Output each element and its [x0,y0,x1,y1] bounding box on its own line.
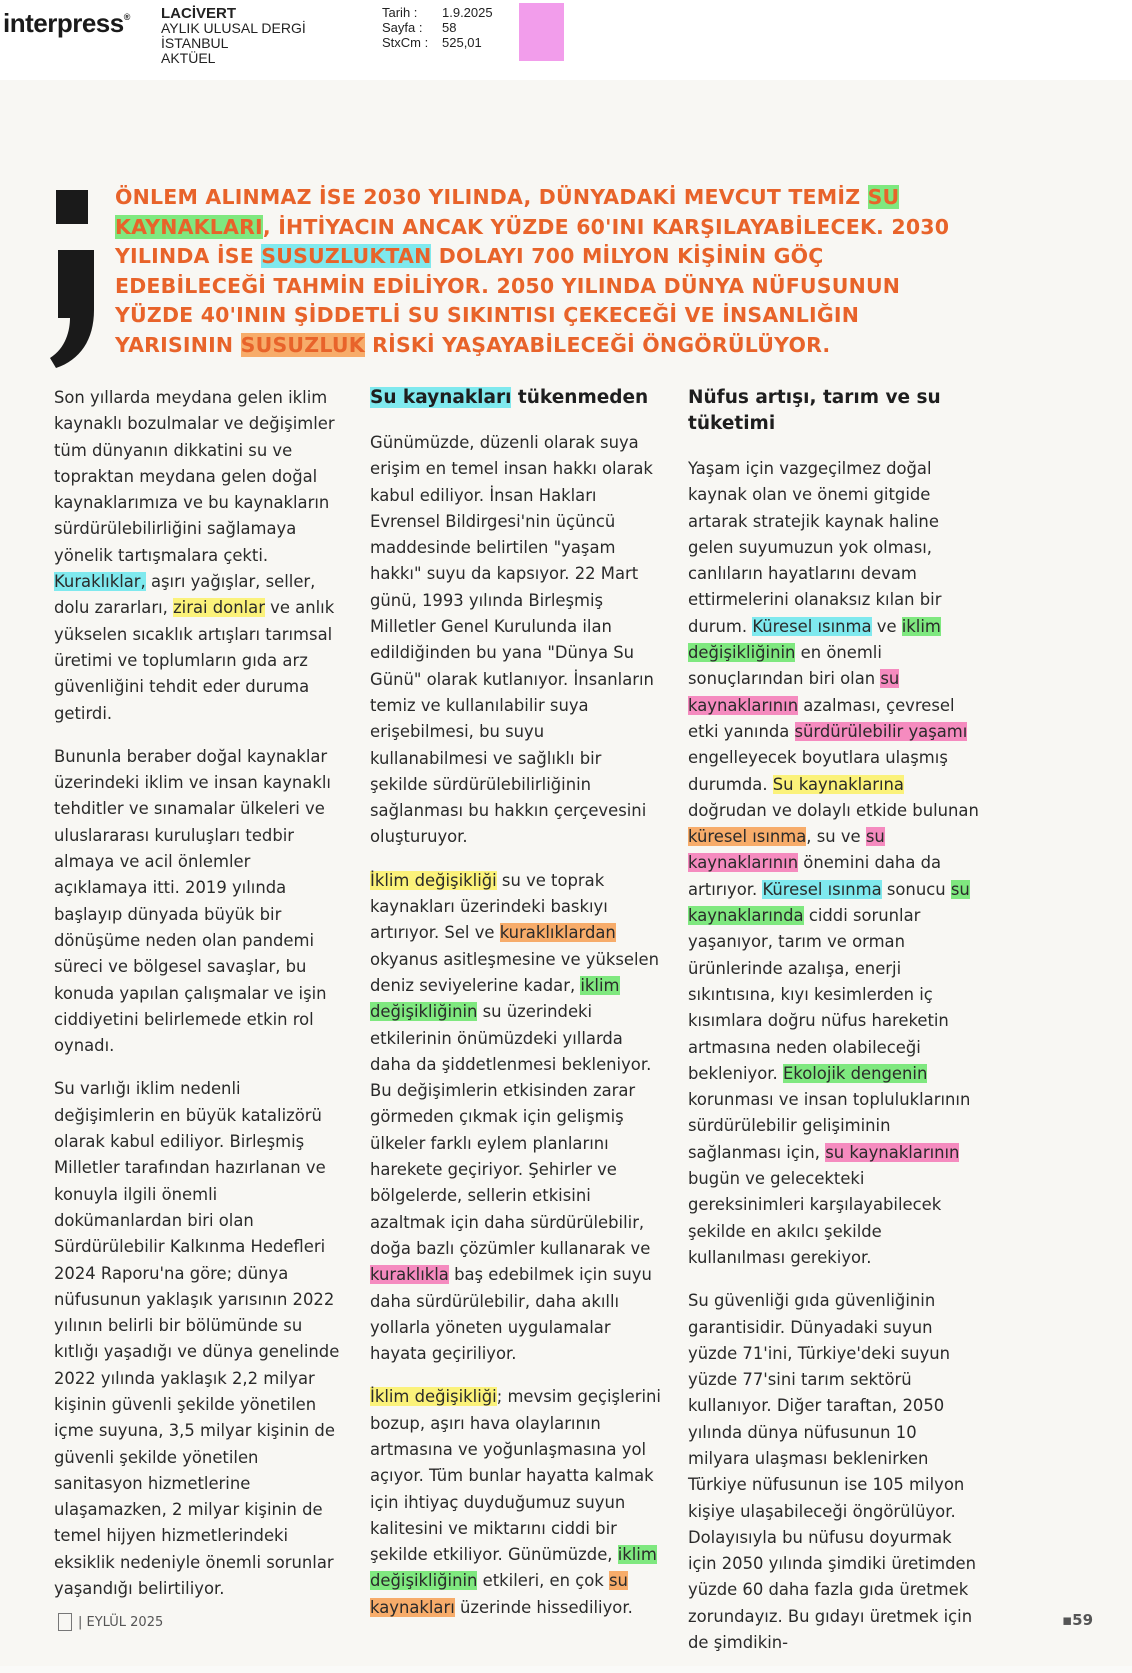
paragraph-text: ve anlık yükselen sıcaklık artışları tarımsal üretimi ve toplumların gıda arz güvenliğini tehdit eder duruma getirdi. [54,598,335,723]
paragraph-text: önemini daha da artırıyor. [688,853,942,899]
article-column-1 [54,385,344,1619]
highlight: Su kaynakları [370,387,512,408]
page-footer-issue [58,1613,163,1631]
pull-quote [115,183,975,360]
highlight: Su kaynaklarına [772,774,904,794]
magazine-mini-logo-icon [58,1613,72,1631]
paragraph-text: ; mevsim geçişlerini bozup, aşırı hava olaylarının artmasına ve yoğunlaşmasına yol açıyor. Tüm bunlar hayatta kalmak için ihtiyaç duyduğumuz suyun kalitesini ve miktarını ciddi bir şekilde etkiliyor. Günümüzde, [370,1387,661,1565]
publication-name: LACİVERT [161,5,236,22]
pull-quote-text: RİSKİ YAŞAYABİLECEĞİ ÖNGÖRÜLÜYOR. [364,332,831,357]
date-label: Tarih : [382,5,418,20]
publication-line: AKTÜEL [161,50,216,66]
paragraph-text: üzerinde hissediliyor. [454,1597,633,1617]
paragraph-text: azalması, çevresel etki yanında [688,695,955,741]
paragraph-text: okyanus asitleşmesine ve yükselen deniz seviyelerine kadar, [370,949,659,995]
paragraph-text: sonucu [881,879,951,899]
magazine-page [0,80,1132,1666]
highlight: Ekolojik dengenin [782,1063,928,1083]
paragraph-text: engelleyecek boyutlara ulaşmış durumda. [688,748,948,794]
highlight: kuraklıklardan [499,923,616,943]
paragraph [54,385,344,727]
publication-line: İSTANBUL [161,35,229,51]
paragraph-text: ciddi sorunlar yaşanıyor, tarım ve orman ürünlerinde azalışa, enerji sıkıntısına, kıyı kesimlerden iç kısımlara doğru nüfus hareketin artmasına neden olabileceği bekleniyor. [688,906,949,1083]
paragraph [688,456,980,1271]
highlight: kuraklıkla [370,1265,449,1285]
pull-quote-text: , İHTİYACIN ANCAK YÜZDE 60'INI KARŞILAYABİLECEK. 2030 YILINDA İSE [115,214,950,268]
paragraph [370,1384,662,1621]
highlight: İklim değişikliği [370,1387,497,1407]
publication-info [161,6,306,66]
highlight: SU KAYNAKLARI [115,185,900,239]
highlight: Kuraklıklar, [54,572,146,592]
highlight: küresel ısınma [688,827,807,847]
size-label: StxCm : [382,35,429,50]
registered-mark: ® [123,12,130,22]
page-value: 58 [442,20,457,35]
highlight: iklim değişikliğinin [688,616,941,663]
pull-quote-text: DOLAYI 700 MİLYON KİŞİNİN GÖÇ EDEBİLECEĞİ TAHMİN EDİLİYOR. 2050 YILINDA DÜNYA NÜFUSUNUN YÜZDE 40'ININ ŞİDDETLİ SU SIKINTISI ÇEKECEĞİ VE İNSANLIĞIN YARISININ [115,244,901,357]
paragraph: Günümüzde, düzenli olarak suya erişim en temel insan hakkı olarak kabul ediliyor. İnsan Hakları Evrensel Bildirgesi'nin üçüncü maddesinde belirtilen "yaşam hakkı" suyu da kapsıyor. 22 Mart günü, 1993 yılında Birleşmiş Milletler Genel Kurulunda ilan edildiğinden bu yana "Dünya Su Günü" olarak kutlanıyor. İnsanların temiz ve kullanılabilir suya erişebilmesi, bu suyu kullanabilmesi ve sağlıklı bir şekilde sürdürülebilirliğinin sağlanması bu hakkın çerçevesini oluşturuyor. [370,433,654,847]
highlight: su kaynaklarında [688,879,970,926]
article-column-3 [688,385,980,1673]
highlight: iklim değişikliğinin [370,975,620,1022]
highlight: zirai donlar [173,598,265,618]
interpress-logo [3,8,130,39]
page-label: Sayfa : [382,20,423,35]
highlight: Küresel ısınma [752,616,872,636]
paragraph [370,868,662,1368]
highlight: Küresel ısınma [762,879,882,899]
highlight: SUSUZLUKTAN [261,244,432,268]
paragraph-text: bugün ve gelecekteki gereksinimleri karşılayabilecek şekilde en akılcı şekilde kullanılması gerekiyor. [688,1169,942,1267]
paragraph-text: etkileri, en çok [477,1571,609,1591]
highlight: su kaynakları [370,1571,628,1617]
heading-text: tükenmeden [511,387,649,408]
pull-quote-text: ÖNLEM ALINMAZ İSE 2030 YILINDA, DÜNYADAKİ MEVCUT TEMİZ [115,185,868,209]
paragraph-text: doğrudan ve dolaylı etkide bulunan [688,800,979,820]
paragraph-text: Son yıllarda meydana gelen iklim kaynaklı bozulmalar ve değişimler tüm dünyanın dikkatini su ve topraktan meydana gelen doğal kaynaklarımıza ve bu kaynakların sürdürülebilirliğini sağlamaya yönelik tartışmalara çekti. [54,388,335,565]
paragraph: Su güvenliği gıda güvenliğinin garantisidir. Dünyadaki suyun yüzde 71'ini, Türkiye'deki suyun yüzde 77'sini tarım sektörü kullanıyor. Diğer taraftan, 2050 yılında dünya nüfusunun 10 milyara ulaşması beklenirken Türkiye nüfusunun ise 105 milyon kişiye ulaşabileceği öngörülüyor. Dolayısıyla bu nüfusu doyurmak için 2050 yılında şimdiki üretimden yüzde 60 daha fazla gıda üretmek zorundayız. Bu gıdayı üretmek için de şimdikin- [688,1291,976,1653]
stamp-mark [519,3,564,61]
issue-text: | EYLÜL 2025 [78,1614,164,1630]
page-number-text: 59 [1072,1611,1094,1629]
highlight: iklim değişikliğinin [370,1545,657,1591]
paragraph-text: baş edebilmek için suyu daha sürdürülebilir, daha akıllı yollarla yöneten uygulamalar hayata geçiriliyor. [370,1265,652,1364]
paragraph-text: su üzerindeki etkilerinin önümüzdeki yıllarda daha da şiddetlenmesi bekleniyor. Bu değişimlerin etkisinden zarar görmeden çıkmak için gelişmiş ülkeler farklı eylem planlarını harekete geçiriyor. Şehirler ve bölgelerde, sellerin etkisini azaltmak için daha sürdürülebilir, doğa bazlı çözümler kullanarak ve [370,1002,652,1258]
paragraph-text: ve [871,616,902,636]
page-number: ▪59 [1062,1611,1094,1629]
date-value: 1.9.2025 [442,5,493,20]
highlight: su kaynaklarının [825,1142,960,1162]
clipping-meta [382,5,493,50]
paragraph: Bununla beraber doğal kaynaklar üzerindeki iklim ve insan kaynaklı tehditler ve sınamalar ülkeleri ve uluslararası kuruluşları tedbir almaya ve acil önlemler açıklamaya itti. 2019 yılında başlayıp dünyada büyük bir dönüşüme neden olan pandemi süreci ve bölgesel savaşlar, bu konuda yapılan çalışmalar ve işin ciddiyetini belirlemede etkin rol oynadı. [54,746,331,1056]
highlight: SUSUZLUK [240,332,365,357]
paragraph-text: su ve toprak kaynakları üzerindeki baskıyı artırıyor. Sel ve [370,870,608,943]
highlight: sürdürülebilir yaşamı [794,721,968,741]
logo-text: interpress [3,8,124,38]
quote-mark-icon [50,190,106,370]
paragraph-text: en önemli sonuçlarından biri olan [688,643,882,689]
paragraph-text: , su ve [806,827,866,847]
highlight: su kaynaklarının [688,827,885,873]
publication-line: AYLIK ULUSAL DERGİ [161,20,306,36]
paragraph-text: aşırı yağışlar, seller, dolu zararları, [54,572,316,618]
clipping-header [0,0,1132,80]
size-value: 525,01 [442,35,482,50]
article-column-2 [370,385,662,1638]
highlight: İklim değişikliği [370,870,497,890]
paragraph-text: Yaşam için vazgeçilmez doğal kaynak olan ve önemi gitgide artarak stratejik kaynak haline gelen suyumuzun yok olması, canlıların hayatlarını devam ettirmelerini olanaksız kılan bir durum. [688,459,942,636]
paragraph: Su varlığı iklim nedenli değişimlerin en büyük katalizörü olarak kabul ediliyor. Birleşmiş Milletler tarafından hazırlanan ve konuyla ilgili önemli dokümanlardan biri olan Sürdürülebilir Kalkınma Hedefleri 2024 Raporu'na göre; dünya nüfusunun yaklaşık yarısının 2022 yılının belirli bir bölümünde su kıtlığı yaşadığı ve dünya genelinde 2022 yılında yaklaşık 2,2 milyar kişinin güvenli şekilde yönetilen içme suyuna, 3,5 milyar kişinin de güvenli şekilde yönetilen sanitasyon hizmetlerine ulaşamazken, 2 milyar kişinin de temel hijyen hizmetlerindeki eksiklik nedeniyle önemli sorunlar yaşandığı belirtiliyor. [54,1079,340,1599]
section-heading [370,385,662,411]
section-heading: Nüfus artışı, tarım ve su tüketimi [688,387,941,434]
paragraph-text: korunması ve insan topluluklarının sürdürülebilir gelişiminin sağlanması için, [688,1090,971,1162]
highlight: su kaynaklarının [688,669,900,715]
